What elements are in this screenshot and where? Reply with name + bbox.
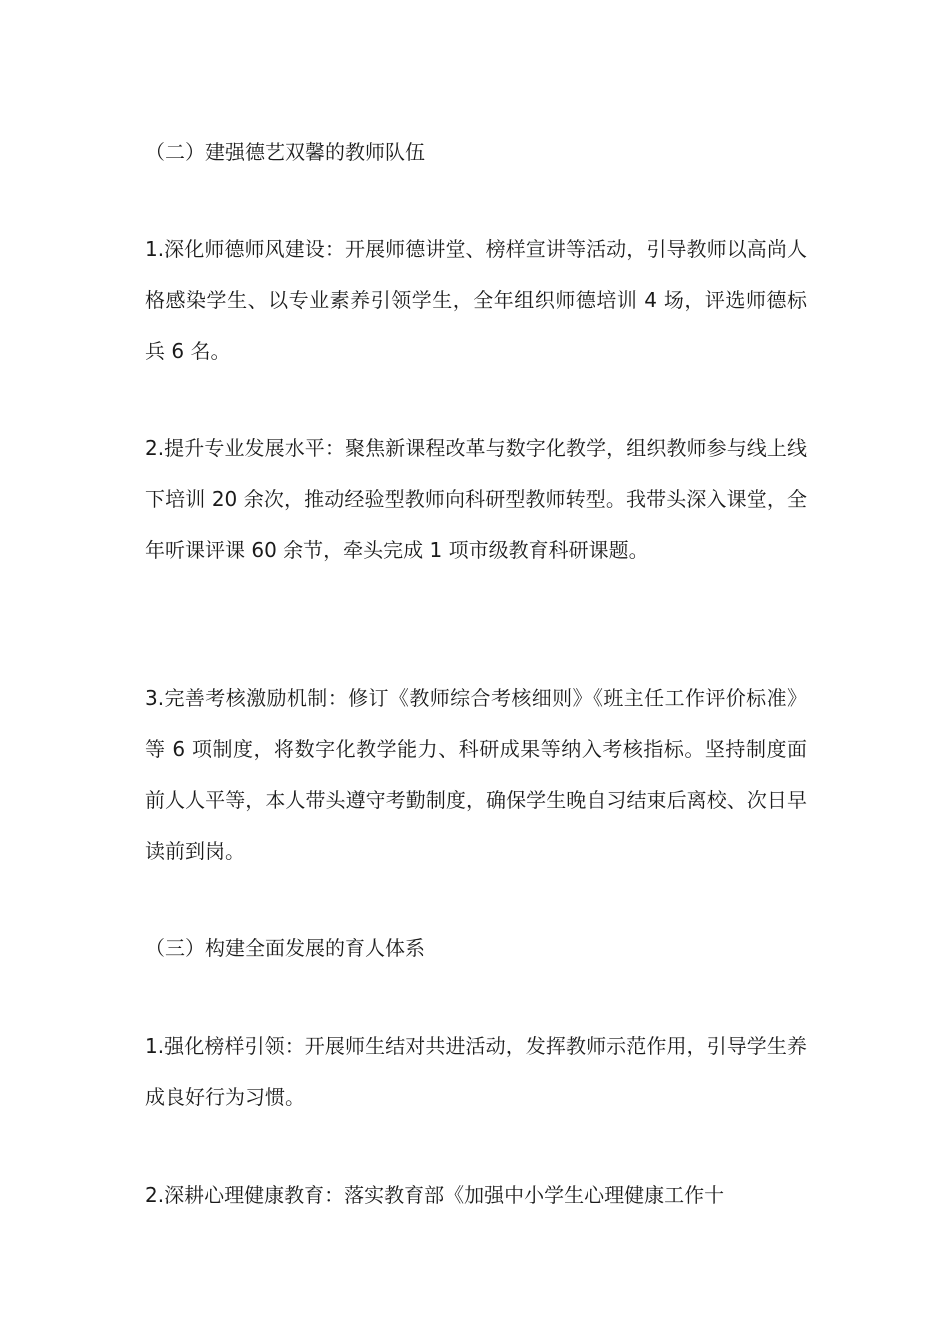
section-heading-education-system: （三）构建全面发展的育人体系 bbox=[145, 936, 425, 960]
section-heading-teachers: （二）建强德艺双馨的教师队伍 bbox=[145, 140, 425, 164]
paragraph-ethics: 1.深化师德师风建设：开展师德讲堂、榜样宣讲等活动，引导教师以高尚人格感染学生、以专业素养引领学生，全年组织师德培训 4 场，评选师德标兵 6 名。 bbox=[145, 237, 807, 363]
paragraph-role-models: 1.强化榜样引领：开展师生结对共进活动，发挥教师示范作用，引导学生养成良好行为习惯。 bbox=[145, 1034, 807, 1109]
paragraph-assessment-incentives: 3.完善考核激励机制：修订《教师综合考核细则》《班主任工作评价标准》等 6 项制度，将数字化教学能力、科研成果等纳入考核指标。坚持制度面前人人平等，本人带头遵守考勤制度，确保学生晚自习结束后离校、次日早读前到岗。 bbox=[145, 686, 807, 863]
paragraph-professional-development: 2.提升专业发展水平：聚焦新课程改革与数字化教学，组织教师参与线上线下培训 20 余次，推动经验型教师向科研型教师转型。我带头深入课堂，全年听课评课 60 余节，牵头完成 1 项市级教育科研课题。 bbox=[145, 436, 807, 562]
paragraph-mental-health: 2.深耕心理健康教育：落实教育部《加强中小学生心理健康工作十 bbox=[145, 1183, 725, 1207]
